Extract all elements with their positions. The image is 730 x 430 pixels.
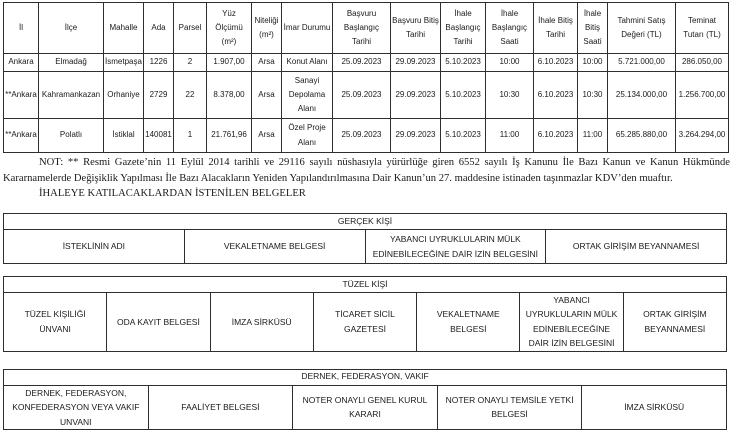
doc-table-title: GERÇEK KİŞİ xyxy=(4,214,727,230)
property-cell: 5.10.2023 xyxy=(441,119,486,153)
property-cell: 11:00 xyxy=(578,119,608,153)
document-cell: ORTAK GİRİŞİM BEYANNAMESİ xyxy=(546,230,727,264)
property-cell: 11:00 xyxy=(486,119,534,153)
document-cell: FAALİYET BELGESİ xyxy=(148,385,293,429)
document-cell: ORTAK GİRİŞİM BEYANNAMESİ xyxy=(623,293,726,352)
document-cell: İMZA SİRKÜSÜ xyxy=(582,385,727,429)
property-cell: 65.285.880,00 xyxy=(608,119,676,153)
property-cell: 1 xyxy=(174,119,207,153)
property-cell: 25.09.2023 xyxy=(333,119,391,153)
doc-table-title-row xyxy=(4,369,727,385)
property-cell: 1226 xyxy=(144,54,174,72)
column-header: Tahmini Satış Değeri (TL) xyxy=(608,3,676,54)
property-cell: 140081 xyxy=(144,119,174,153)
property-cell: 3.264.294,00 xyxy=(676,119,729,153)
property-cell: Ankara xyxy=(4,54,39,72)
document-cell: İMZA SİRKÜSÜ xyxy=(210,293,313,352)
property-cell: 21.761,96 xyxy=(207,119,252,153)
document-cell: NOTER ONAYLI TEMSİLE YETKİ BELGESİ xyxy=(437,385,582,429)
property-table xyxy=(3,2,729,153)
column-header: Niteliği (m²) xyxy=(252,3,282,54)
doc-table-title: TÜZEL KİŞİ xyxy=(4,277,727,293)
property-cell: 1.907,00 xyxy=(207,54,252,72)
property-cell: İstiklal xyxy=(104,119,144,153)
column-header: Ada xyxy=(144,3,174,54)
doc-table-title: DERNEK, FEDERASYON, VAKIF xyxy=(4,369,727,385)
column-header: Teminat Tutarı (TL) xyxy=(676,3,729,54)
document-cell: VEKALETNAME BELGESİ xyxy=(184,230,365,264)
property-cell: 286.050,00 xyxy=(676,54,729,72)
property-cell: 8.378,00 xyxy=(207,72,252,119)
property-cell: 10:30 xyxy=(486,72,534,119)
document-cell: TÜZEL KİŞİLİĞİ ÜNVANI xyxy=(4,293,107,352)
column-header: İl xyxy=(4,3,39,54)
property-cell: Polatlı xyxy=(39,119,104,153)
documents-table xyxy=(3,213,727,264)
property-row xyxy=(4,72,729,119)
column-header: İmar Durumu xyxy=(282,3,333,54)
property-cell: 5.721.000,00 xyxy=(608,54,676,72)
property-cell: 10:30 xyxy=(578,72,608,119)
document-cell: TİCARET SİCİL GAZETESİ xyxy=(313,293,416,352)
column-header: Parsel xyxy=(174,3,207,54)
property-cell: 5.10.2023 xyxy=(441,54,486,72)
document-cell: NOTER ONAYLI GENEL KURUL KARARI xyxy=(293,385,438,429)
document-cell: ODA KAYIT BELGESİ xyxy=(107,293,210,352)
property-cell: 1.256.700,00 xyxy=(676,72,729,119)
property-cell: Orhaniye xyxy=(104,72,144,119)
property-cell: 25.134.000,00 xyxy=(608,72,676,119)
property-cell: Arsa xyxy=(252,72,282,119)
property-cell: **Ankara xyxy=(4,72,39,119)
documents-table xyxy=(3,276,727,352)
property-cell: 29.09.2023 xyxy=(391,72,441,119)
documents-table xyxy=(3,369,727,430)
property-cell: 29.09.2023 xyxy=(391,54,441,72)
property-row xyxy=(4,119,729,153)
doc-table-cells-row xyxy=(4,385,727,429)
doc-table-cells-row xyxy=(4,230,727,264)
property-cell: 25.09.2023 xyxy=(333,54,391,72)
property-cell: **Ankara xyxy=(4,119,39,153)
column-header: İhale Bitiş Saati xyxy=(578,3,608,54)
property-cell: Arsa xyxy=(252,54,282,72)
property-row xyxy=(4,54,729,72)
doc-table-cells-row xyxy=(4,293,727,352)
column-header: İhale Başlangıç Saati xyxy=(486,3,534,54)
document-cell: YABANCI UYRUKLULARIN MÜLK EDİNEBİLECEĞİNE DAİR İZİN BELGESİNİ xyxy=(365,230,546,264)
doc-table-title-row xyxy=(4,214,727,230)
document-cell: DERNEK, FEDERASYON, KONFEDERASYON VEYA VAKIF UNVANI xyxy=(4,385,149,429)
property-cell: 6.10.2023 xyxy=(534,119,578,153)
property-table-body xyxy=(4,54,729,153)
property-cell: 25.09.2023 xyxy=(333,72,391,119)
document-cell: YABANCI UYRUKLULARIN MÜLK EDİNEBİLECEĞİNE DAİR İZİN BELGESİNİ xyxy=(520,293,623,352)
property-cell: Kahramankazan xyxy=(39,72,104,119)
property-cell: Konut Alanı xyxy=(282,54,333,72)
property-cell: Özel Proje Alanı xyxy=(282,119,333,153)
column-header: Başvuru Bitiş Tarihi xyxy=(391,3,441,54)
property-cell: 2 xyxy=(174,54,207,72)
property-cell: 6.10.2023 xyxy=(534,54,578,72)
property-cell: Arsa xyxy=(252,119,282,153)
property-cell: Elmadağ xyxy=(39,54,104,72)
column-header: Başvuru Başlangıç Tarihi xyxy=(333,3,391,54)
column-header: İhale Bitiş Tarihi xyxy=(534,3,578,54)
header-row xyxy=(4,3,729,54)
property-cell: 5.10.2023 xyxy=(441,72,486,119)
property-cell: 6.10.2023 xyxy=(534,72,578,119)
column-header: Mahalle xyxy=(104,3,144,54)
property-cell: 29.09.2023 xyxy=(391,119,441,153)
property-cell: 10:00 xyxy=(578,54,608,72)
property-cell: 22 xyxy=(174,72,207,119)
document-cell: İSTEKLİNİN ADI xyxy=(4,230,185,264)
document-cell: VEKALETNAME BELGESİ xyxy=(417,293,520,352)
property-cell: 2729 xyxy=(144,72,174,119)
footnote: NOT: ** Resmi Gazete’nin 11 Eylül 2014 tarihli ve 29116 sayılı nüshasıyla yürürlüğe giren 6552 sayılı İş Kanunu İle Bazı Kanun ve Kanun Hükmünde Kararnamelerde Değişiklik Yapılması İle Bazı Alacakların Yeniden Yapılandırılmasına Dair Kanun’un 27. maddesine istinaden taşınmazlar KDV’den muaftır. xyxy=(3,157,730,184)
column-header: Yüz Ölçümü (m²) xyxy=(207,3,252,54)
doc-table-title-row xyxy=(4,277,727,293)
property-cell: Sanayi Depolama Alanı xyxy=(282,72,333,119)
property-table-header xyxy=(4,3,729,54)
section-heading: İHALEYE KATILACAKLARDAN İSTENİLEN BELGELER xyxy=(39,188,306,199)
column-header: İlçe xyxy=(39,3,104,54)
column-header: İhale Başlangıç Tarihi xyxy=(441,3,486,54)
property-cell: 10:00 xyxy=(486,54,534,72)
property-cell: İsmetpaşa xyxy=(104,54,144,72)
